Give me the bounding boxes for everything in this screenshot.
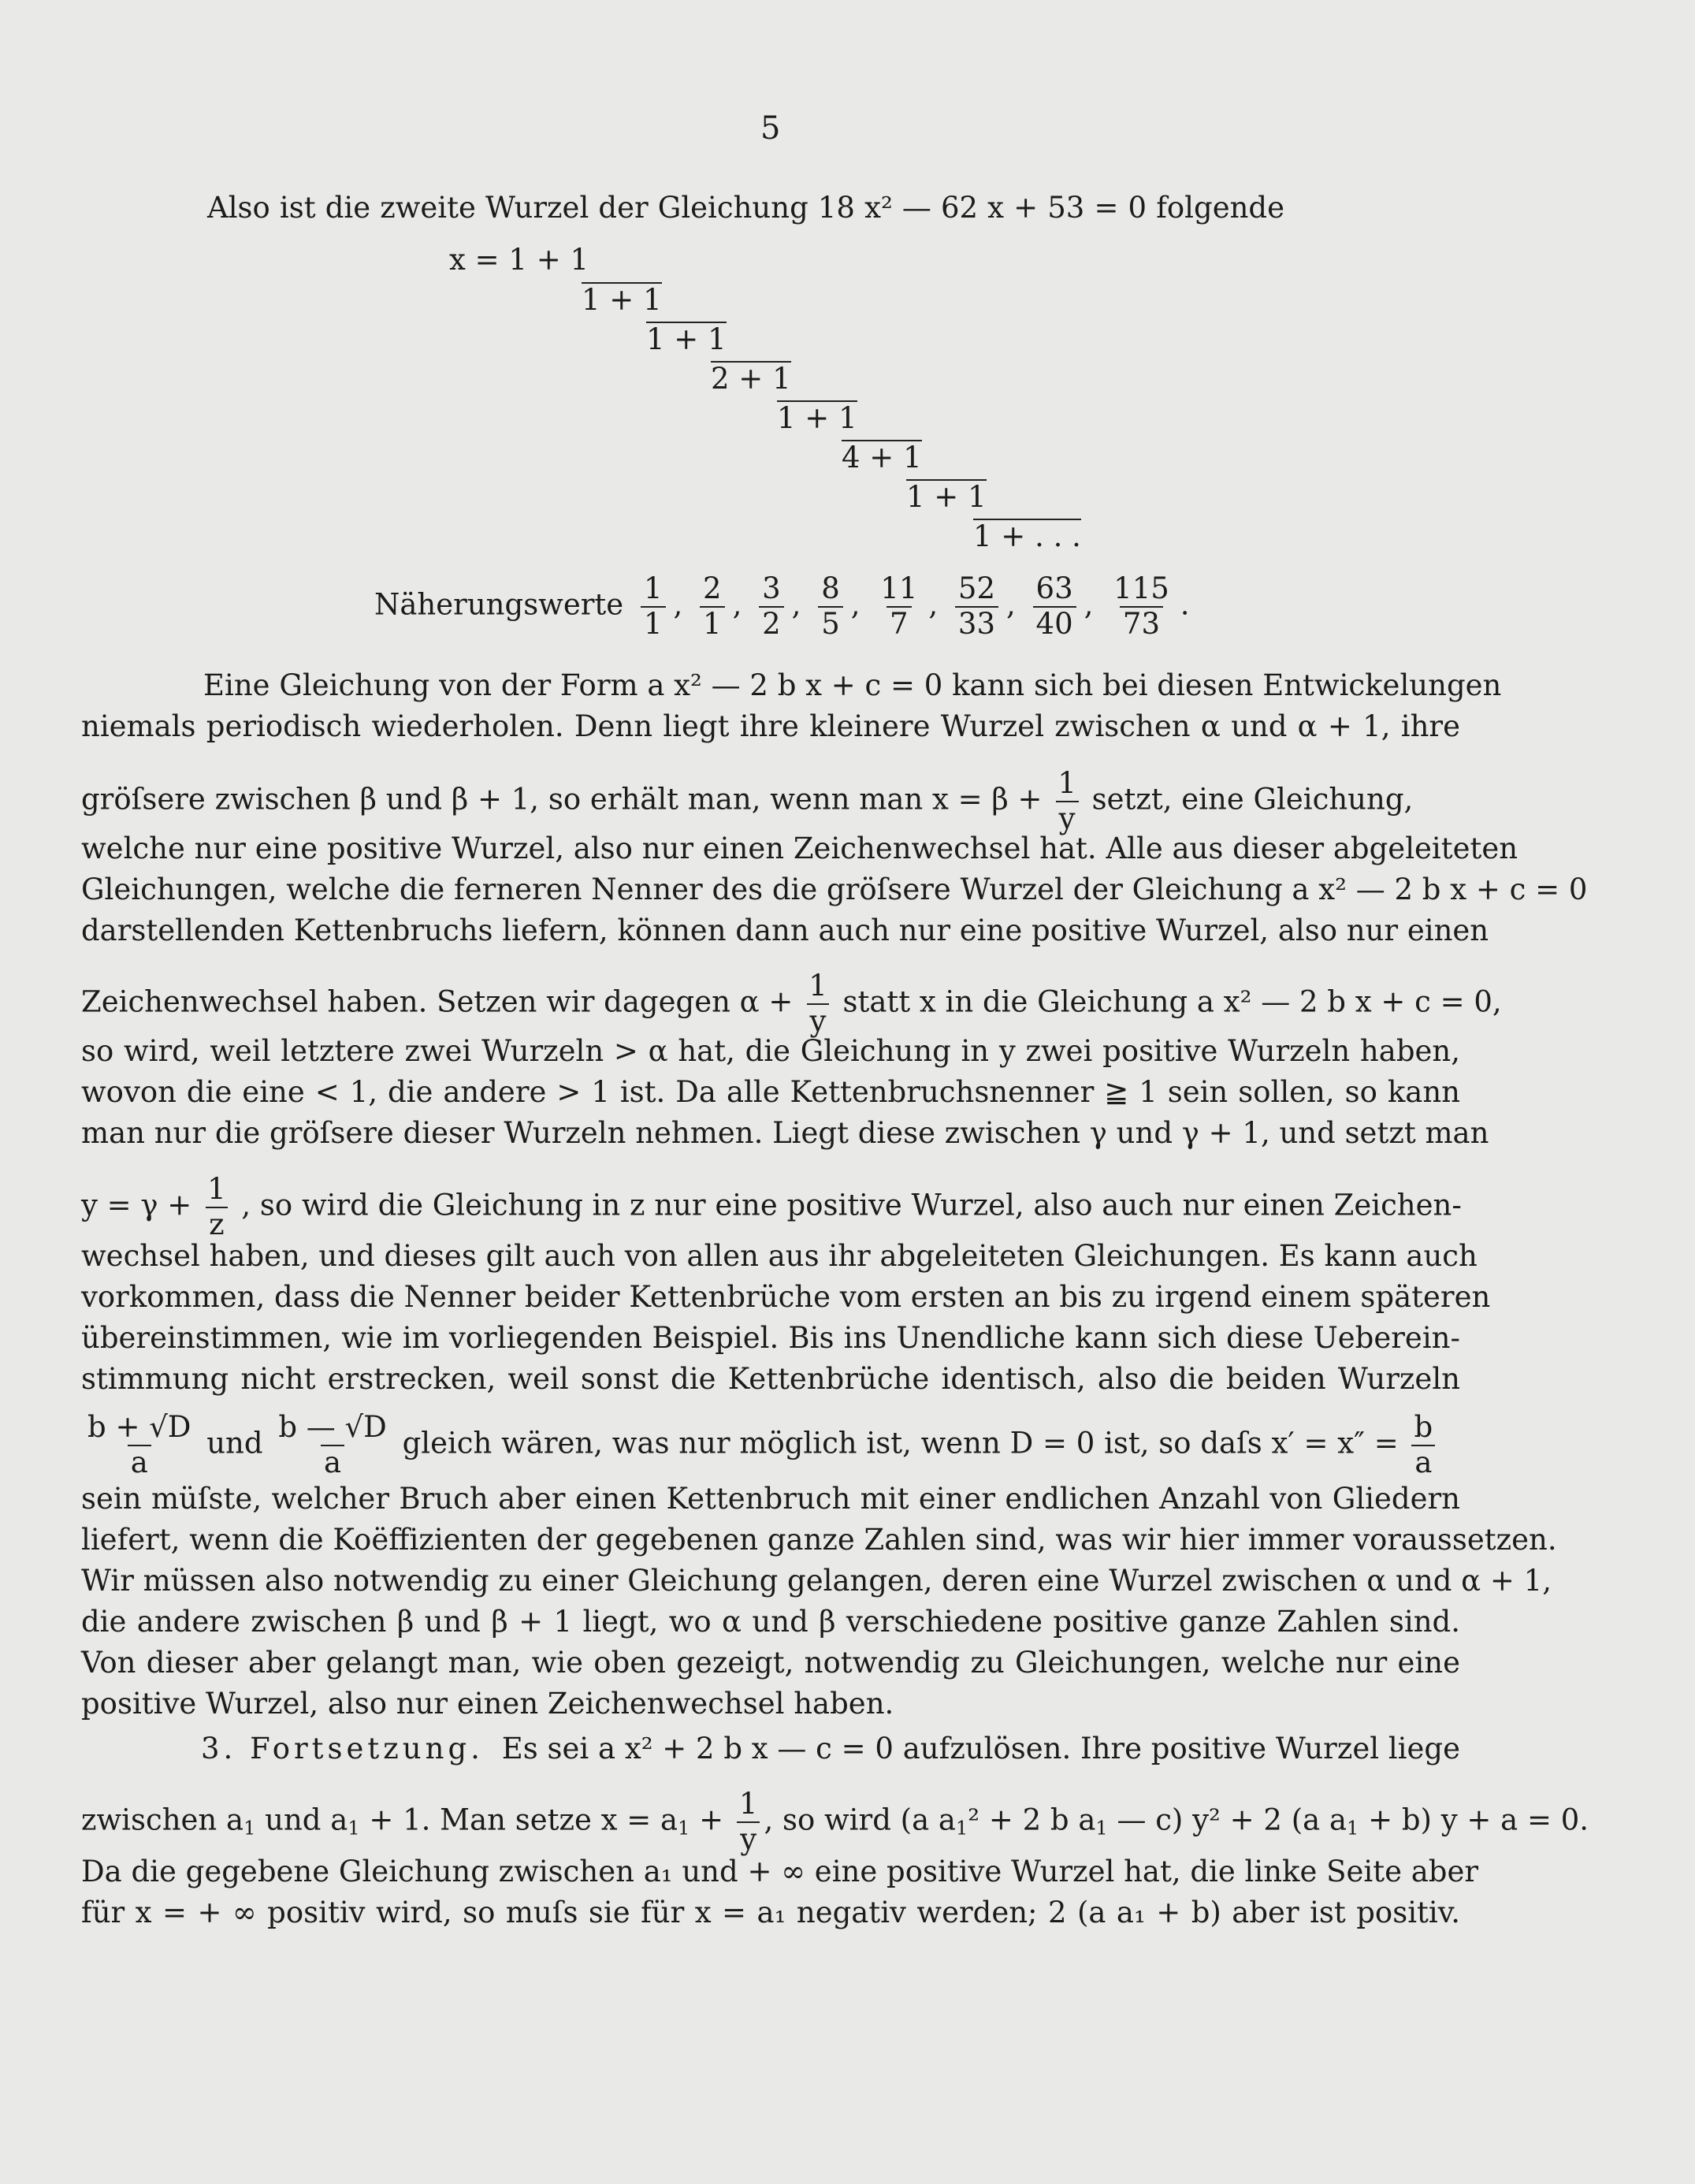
fraction-b-over-a: $\frac{b}{a}$: [1411, 1412, 1437, 1479]
section-3-equation-line: zwischen $a_1$ und $a_1 + 1$. Man setze $x = a_1$ + $\frac{1}{y}$ , so wird (a $a_1^2 + 2$ b $a_1$ — c) y² + 2 (a $a_1 + b$) y + a = 0.: [81, 1787, 1589, 1856]
convergent: $\frac{52}{33}$: [955, 574, 998, 640]
text-line: man nur die gröſsere dieser Wurzeln nehmen. Liegt diese zwischen γ und γ + 1, und setzt man: [81, 1116, 1489, 1150]
cf-row: 1 + 1: [646, 322, 727, 356]
convergent: $\frac{3}{2}$: [759, 574, 784, 640]
fraction-1-over-y: $\frac{1}{y}$: [1054, 768, 1080, 835]
text-line: niemals periodisch wiederholen. Denn liegt ihre kleinere Wurzel zwischen α und α + 1, ihre: [81, 709, 1460, 743]
fraction-b-minus-sqrtD-over-a: $\frac{b — √D}{a}$: [278, 1410, 387, 1479]
text-line: vorkommen, dass die Nenner beider Kettenbrüche vom ersten an bis zu irgend einem späteren: [81, 1280, 1491, 1314]
text-line: Von dieser aber gelangt man, wie oben gezeigt, notwendig zu Gleichungen, welche nur eine: [81, 1646, 1460, 1680]
text-line: so wird, weil letztere zwei Wurzeln > α hat, die Gleichung in y zwei positive Wurzeln haben,: [81, 1034, 1460, 1068]
cf-row: 4 + 1: [842, 441, 922, 474]
text-line: $\frac{b + √D}{a}$ und $\frac{b — √D}{a}$ gleich wären, was nur möglich ist, wenn D = 0 ist, so daſs x′ = x″ = $\frac{b}{a}$: [81, 1412, 1460, 1479]
convergent: $\frac{8}{5}$: [818, 574, 843, 640]
convergent: $\frac{1}{1}$: [641, 574, 666, 640]
fraction-b-plus-sqrtD-over-a: $\frac{b + √D}{a}$: [87, 1410, 191, 1479]
text-line: wechsel haben, und dieses gilt auch von allen aus ihr abgeleiteten Gleichungen. Es kann auch: [81, 1239, 1478, 1273]
cf-row: 2 + 1: [711, 362, 791, 396]
convergents-label: Näherungswerte: [374, 587, 624, 622]
text-line: gröſsere zwischen β und β + 1, so erhält man, wenn man x = β + $\frac{1}{y}$ setzt, eine Gleichung,: [81, 766, 1414, 835]
convergents-row: Näherungswerte $\frac{1}{1}$ , $\frac{2}{1}$ , $\frac{3}{2}$ , $\frac{8}{5}$ , $\frac{11}{7}$ , $\frac{52}{33}$ , $\frac{63}{40}$ , $\frac{115}{73}$ .: [374, 571, 1190, 641]
section-title: 3. Fortsetzung.: [201, 1732, 484, 1765]
text-line: Eine Gleichung von der Form a x² — 2 b x + c = 0 kann sich bei diesen Entwickelungen: [203, 668, 1502, 702]
text-line: Da die gegebene Gleichung zwischen a₁ und + ∞ eine positive Wurzel hat, die linke Seite aber: [81, 1855, 1479, 1888]
text-line: die andere zwischen β und β + 1 liegt, wo α und β verschiedene positive ganze Zahlen sind.: [81, 1605, 1460, 1639]
cf-row: 1 + 1: [582, 283, 662, 317]
text-line: y = γ + $\frac{1}{z}$ , so wird die Gleichung in z nur eine positive Wurzel, also auch nur einen Zeichen-: [81, 1172, 1462, 1241]
text-line: wovon die eine < 1, die andere > 1 ist. Da alle Kettenbruchsnenner ≧ 1 sein sollen, so kann: [81, 1075, 1460, 1109]
text-line: stimmung nicht erstrecken, weil sonst die Kettenbrüche identisch, also die beiden Wurzeln: [81, 1362, 1460, 1396]
text-line: übereinstimmen, wie im vorliegenden Beispiel. Bis ins Unendliche kann sich diese Ueberein-: [81, 1321, 1460, 1355]
text-line: welche nur eine positive Wurzel, also nur einen Zeichenwechsel hat. Alle aus dieser abgeleiteten: [81, 832, 1518, 865]
fraction-1-over-y: $\frac{1}{y}$: [736, 1789, 761, 1855]
fraction-1-over-z: $\frac{1}{z}$: [207, 1172, 226, 1241]
cf-head: x = 1 + 1: [449, 243, 589, 277]
convergent: $\frac{63}{40}$: [1033, 574, 1076, 640]
cf-row: 1 + . . .: [973, 519, 1081, 553]
text-line: für x = + ∞ positiv wird, so muſs sie für x = a₁ negativ werden; 2 (a a₁ + b) aber ist positiv.: [81, 1896, 1460, 1929]
text-line: Gleichungen, welche die ferneren Nenner des die gröſsere Wurzel der Gleichung a x² — 2 b x + c = 0: [81, 872, 1588, 906]
text-line: liefert, wenn die Koëffizienten der gegebenen ganze Zahlen sind, was wir hier immer voraussetzen.: [81, 1523, 1557, 1557]
text-line: darstellenden Kettenbruchs liefern, können dann auch nur eine positive Wurzel, also nur einen: [81, 913, 1489, 947]
page-number: 5: [760, 110, 781, 147]
fraction-1-over-y: $\frac{1}{y}$: [805, 971, 831, 1037]
text-line: sein müſste, welcher Bruch aber einen Kettenbruch mit einer endlichen Anzahl von Gliedern: [81, 1482, 1460, 1516]
text-line: Zeichenwechsel haben. Setzen wir dagegen α + $\frac{1}{y}$ statt x in die Gleichung a x² — 2 b x + c = 0,: [81, 969, 1502, 1038]
cf-row: 1 + 1: [906, 480, 987, 514]
section-3-line: 3. Fortsetzung. Es sei a x² + 2 b x — c = 0 aufzulösen. Ihre positive Wurzel liege: [201, 1732, 1460, 1765]
intro-line: Also ist die zweite Wurzel der Gleichung 18 x² — 62 x + 53 = 0 folgende: [207, 191, 1284, 225]
text-line: positive Wurzel, also nur einen Zeichenwechsel haben.: [81, 1687, 894, 1721]
convergent: $\frac{115}{73}$: [1113, 571, 1169, 641]
cf-row: 1 + 1: [777, 401, 857, 435]
text-line: Wir müssen also notwendig zu einer Gleichung gelangen, deren eine Wurzel zwischen α und α + 1,: [81, 1564, 1552, 1598]
convergent: $\frac{11}{7}$: [880, 571, 918, 641]
convergent: $\frac{2}{1}$: [700, 574, 725, 640]
